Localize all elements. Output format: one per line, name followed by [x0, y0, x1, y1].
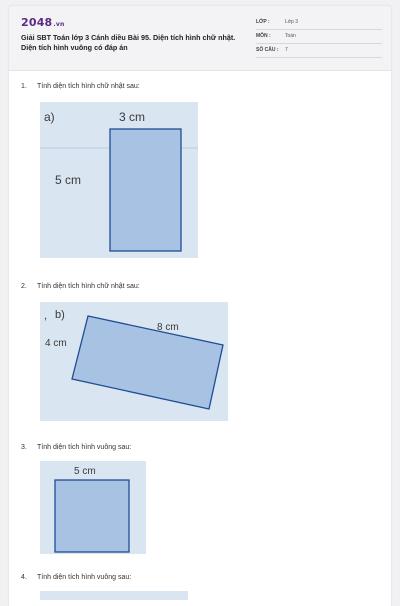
question-2 — [21, 283, 140, 290]
figure-letter-label: a) — [44, 110, 55, 124]
document-title: Giải SBT Toán lớp 3 Cánh diều Bài 95. Diện tích hình chữ nhật. Diện tích hình vuông có đáp án — [21, 33, 236, 52]
document-header — [9, 6, 391, 71]
meta-row-question-count — [256, 45, 382, 58]
question-text: Tính diện tích hình vuông sau: — [37, 574, 132, 581]
side-dimension-label: 5 cm — [55, 173, 82, 187]
top-dimension-label: 8 cm — [157, 322, 179, 333]
question-number: 3. — [21, 444, 27, 451]
question-3 — [21, 444, 131, 451]
question-text: Tính diện tích hình chữ nhật sau: — [37, 83, 140, 90]
figure-letter-label: b) — [55, 309, 65, 321]
question-text: Tính diện tích hình chữ nhật sau: — [37, 283, 140, 290]
square-figure — [40, 461, 146, 554]
meta-row-subject — [256, 31, 382, 44]
document-page — [9, 6, 391, 606]
rectangle-a — [110, 129, 181, 251]
meta-value: 7 — [285, 47, 288, 53]
question-1 — [21, 83, 140, 90]
top-dimension-label: 5 cm — [74, 466, 96, 477]
meta-value: Lớp 3 — [285, 19, 299, 25]
square-shape — [55, 480, 129, 552]
question-number: 4. — [21, 574, 27, 581]
top-dimension-label: 3 cm — [119, 110, 146, 124]
meta-row-grade — [256, 17, 382, 30]
meta-value: Toán — [285, 33, 296, 39]
figure-background — [40, 591, 188, 600]
question-text: Tính diện tích hình vuông sau: — [37, 444, 132, 451]
question-4 — [21, 574, 131, 581]
meta-key: SỐ CÂU : — [256, 47, 279, 53]
question-number: 1. — [21, 83, 27, 90]
site-logo[interactable]: 2048.vn — [21, 16, 65, 29]
rectangle-b-figure — [40, 302, 228, 421]
meta-key: LỚP : — [256, 19, 270, 25]
square-figure-partial — [40, 591, 188, 600]
side-dimension-label: 4 cm — [45, 338, 67, 349]
figure-letter-label: , — [44, 310, 48, 322]
rectangle-a-figure — [40, 102, 198, 258]
question-number: 2. — [21, 283, 27, 290]
meta-key: MÔN : — [256, 33, 271, 39]
